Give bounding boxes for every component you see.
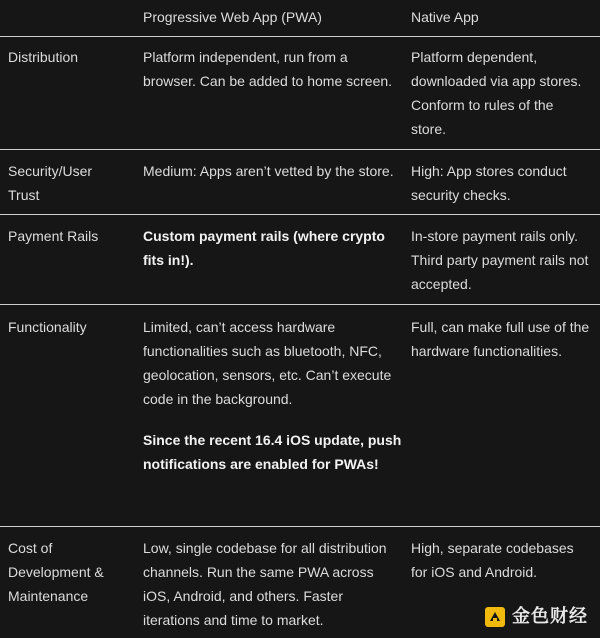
row-label: Security/User Trust xyxy=(8,163,93,203)
pwa-cell: Custom payment rails (where crypto fits in!). xyxy=(143,228,385,268)
native-cell: High: App stores conduct security checks. xyxy=(411,163,567,203)
pwa-cell: Low, single codebase for all distribution channels. Run the same PWA across iOS, Android, and others. Faster iterations and time to market. xyxy=(143,540,387,628)
row-label: Cost of Development & Maintenance xyxy=(8,540,104,604)
native-cell: Platform dependent, downloaded via app stores. Conform to rules of the store. xyxy=(411,49,582,137)
row-label: Functionality xyxy=(8,319,87,335)
native-cell: Full, can make full use of the hardware functionalities. xyxy=(411,319,590,359)
row-label: Payment Rails xyxy=(8,228,99,244)
watermark xyxy=(484,606,588,628)
pwa-cell: Platform independent, run from a browser. Can be added to home screen. xyxy=(143,49,393,89)
table-header-row xyxy=(0,0,600,37)
pwa-cell: Medium: Apps aren’t vetted by the store. xyxy=(143,163,394,179)
native-cell: In-store payment rails only. Third party payment rails not accepted. xyxy=(411,228,589,292)
pwa-note: Since the recent 16.4 iOS update, push notifications are enabled for PWAs! xyxy=(143,432,402,472)
jinse-logo-icon xyxy=(484,606,506,628)
table-row-distribution xyxy=(0,37,600,150)
pwa-cell xyxy=(143,315,411,526)
table-row-functionality xyxy=(0,305,600,527)
watermark-text: 金色财经 xyxy=(512,606,588,627)
row-label: Distribution xyxy=(8,49,79,65)
pwa-text: Limited, can’t access hardware functionalities such as bluetooth, NFC, geolocation, sensors, etc. Can’t execute code in the background. xyxy=(143,319,392,407)
native-cell: High, separate codebases for iOS and Android. xyxy=(411,540,574,580)
header-native-app: Native App xyxy=(411,9,479,25)
header-pwa: Progressive Web App (PWA) xyxy=(143,9,322,25)
header-empty-cell xyxy=(0,5,143,36)
table-row-payment-rails xyxy=(0,215,600,305)
table-row-security xyxy=(0,150,600,215)
